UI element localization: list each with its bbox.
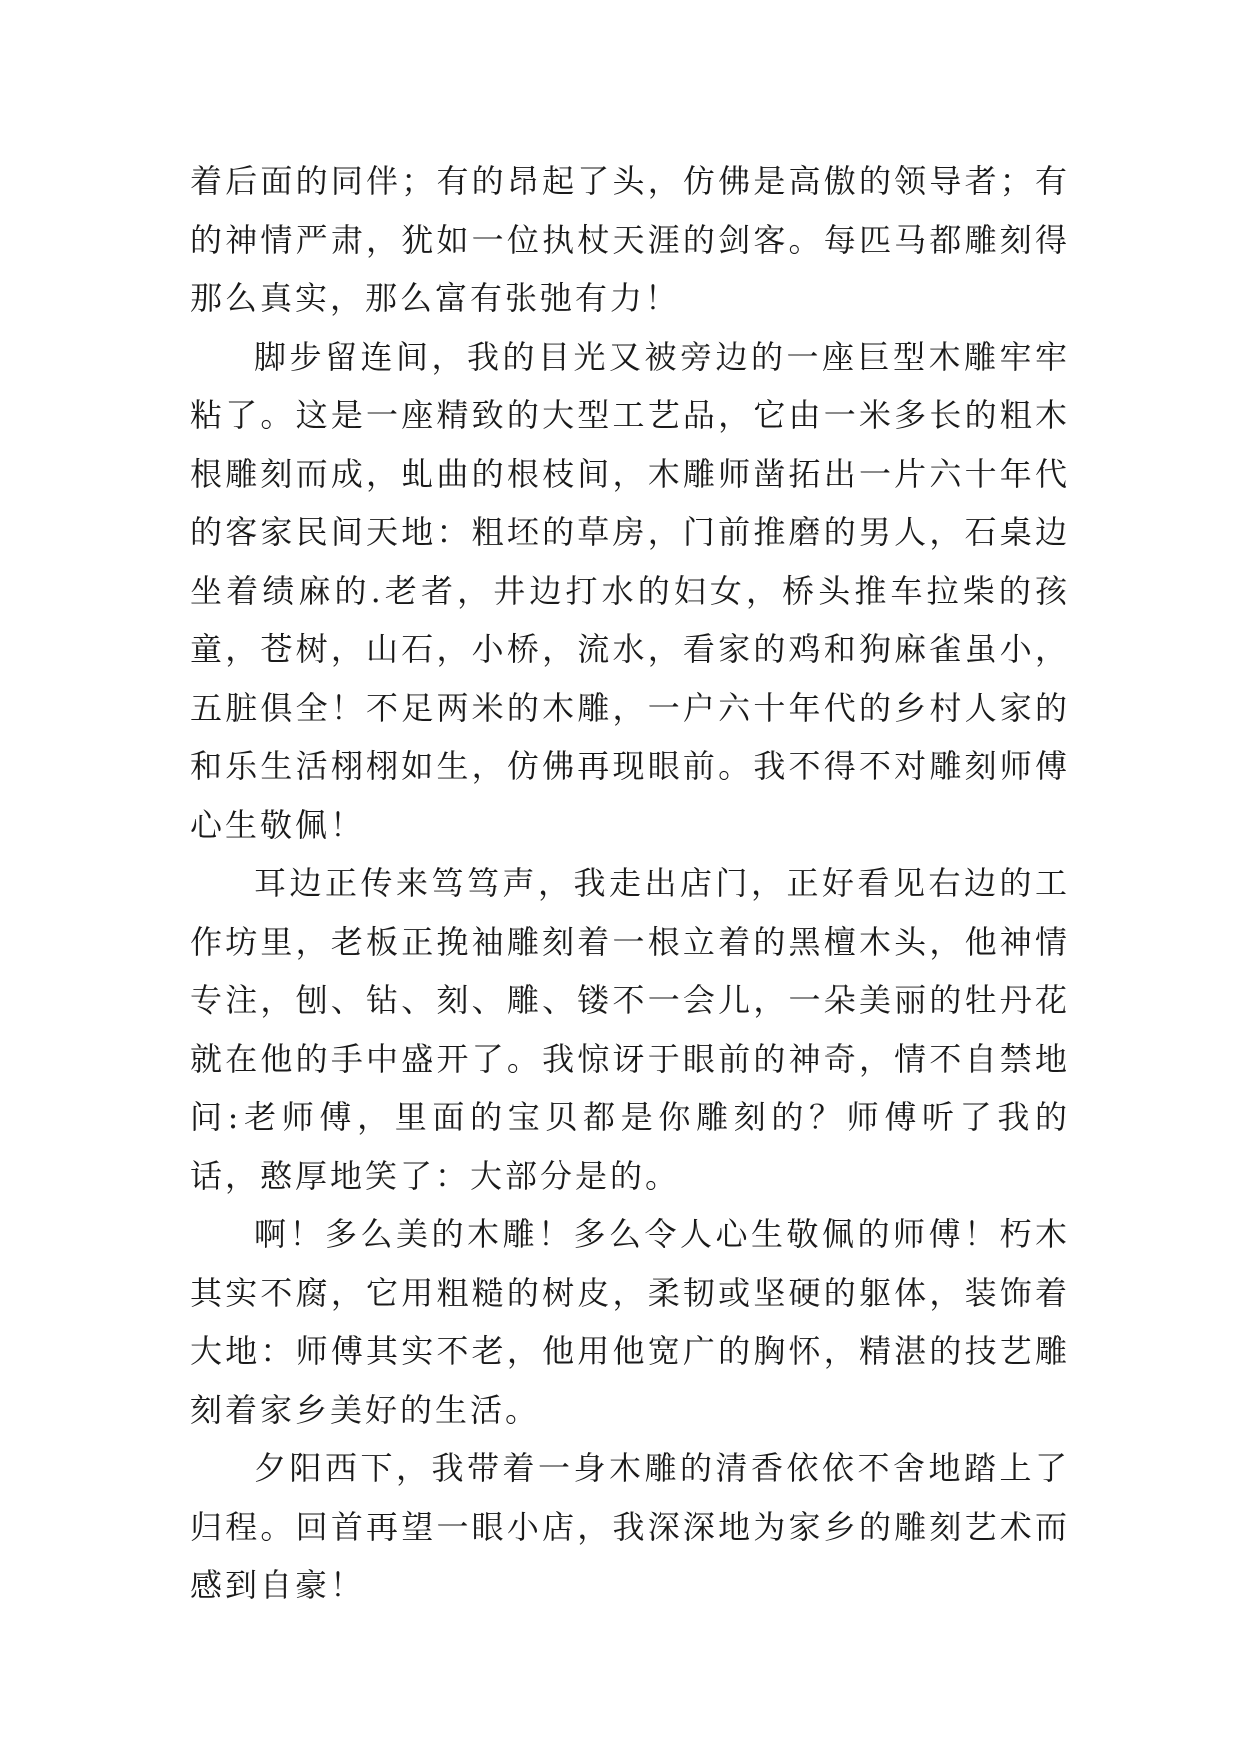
paragraph-continuation: 着后面的同伴；有的昂起了头，仿佛是高傲的领导者；有的神情严肃，犹如一位执杖天涯的剑客。每匹马都雕刻得那么真实，那么富有张弛有力！ — [190, 162, 1070, 317]
paragraph-sunset: 夕阳西下，我带着一身木雕的清香依依不舍地踏上了归程。回首再望一眼小店，我深深地为家乡的雕刻艺术而感到自豪！ — [190, 1449, 1070, 1604]
document-body — [190, 152, 1070, 1615]
paragraph-workshop: 耳边正传来笃笃声，我走出店门，正好看见右边的工作坊里，老板正挽袖雕刻着一根立着的黑檀木头，他神情专注，刨、钻、刻、雕、镂不一会儿，一朵美丽的牡丹花就在他的手中盛开了。我惊讶于眼前的神奇，情不自禁地问:老师傅，里面的宝贝都是你雕刻的？师傅听了我的话，憨厚地笑了：大部分是的。 — [190, 864, 1070, 1195]
paragraph-admiration: 啊！多么美的木雕！多么令人心生敬佩的师傅！朽木其实不腐，它用粗糙的树皮，柔韧或坚硬的躯体，装饰着大地：师傅其实不老，他用他宽广的胸怀，精湛的技艺雕刻着家乡美好的生活。 — [190, 1215, 1070, 1429]
paragraph-wood-carving: 脚步留连间，我的目光又被旁边的一座巨型木雕牢牢粘了。这是一座精致的大型工艺品，它由一米多长的粗木根雕刻而成，虬曲的根枝间，木雕师凿拓出一片六十年代的客家民间天地：粗坯的草房，门前推磨的男人，石桌边坐着绩麻的.老者，井边打水的妇女，桥头推车拉柴的孩童，苍树，山石，小桥，流水，看家的鸡和狗麻雀虽小，五脏俱全！不足两米的木雕，一户六十年代的乡村人家的和乐生活栩栩如生，仿佛再现眼前。我不得不对雕刻师傅心生敬佩！ — [190, 337, 1070, 844]
